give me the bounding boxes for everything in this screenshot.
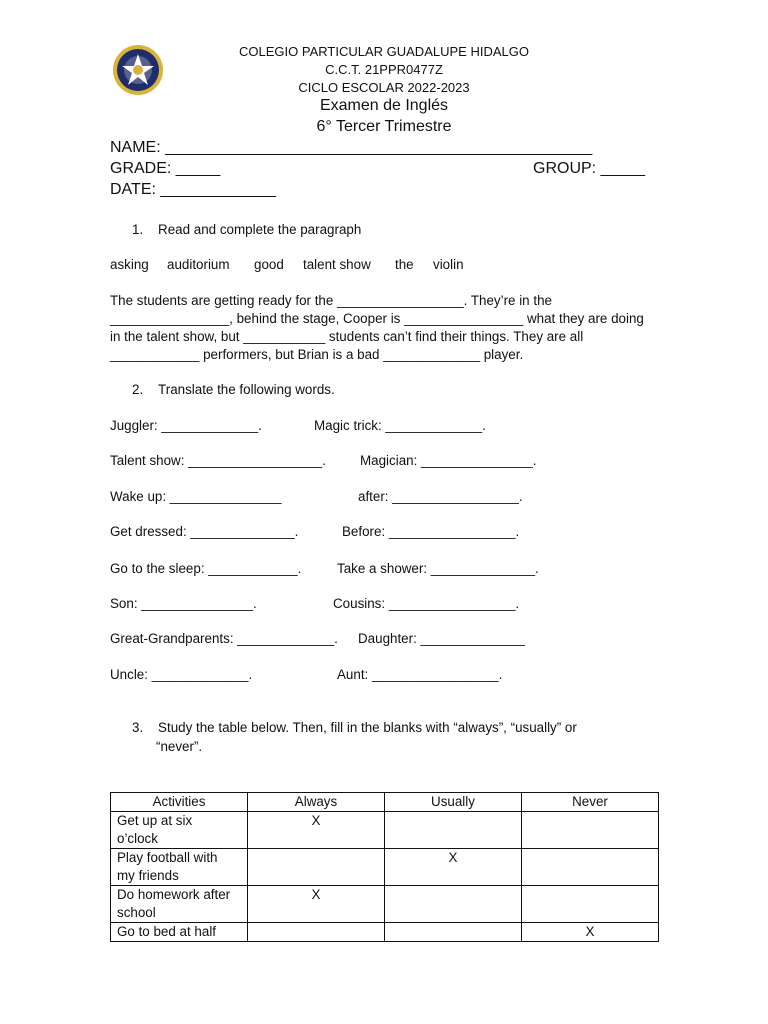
section3-title: 3. Study the table below. Then, fill in the blanks with “always”, “usually” or <box>132 720 577 735</box>
paragraph-line: The students are getting ready for the _________________. They’re in the <box>110 293 552 308</box>
word-bank-item: good <box>254 257 284 272</box>
always-cell[interactable]: X <box>248 812 385 849</box>
translate-item[interactable]: Son: _______________. <box>110 596 257 611</box>
always-cell[interactable] <box>248 849 385 886</box>
translate-item[interactable]: Aunt: _________________. <box>337 667 503 682</box>
word-bank-item: the <box>395 257 414 272</box>
translate-item[interactable]: Before: _________________. <box>342 524 520 539</box>
translate-item[interactable]: Uncle: _____________. <box>110 667 253 682</box>
activity-line: o’clock <box>117 831 158 846</box>
group-field[interactable]: GROUP: _____ <box>533 160 646 177</box>
activity-cell <box>111 849 248 886</box>
translate-item[interactable]: Great-Grandparents: _____________. <box>110 631 338 646</box>
paragraph-line: ________________, behind the stage, Cooper is ________________ what they are doing <box>110 311 644 326</box>
translate-item[interactable]: Wake up: _______________ <box>110 489 282 504</box>
grade-field[interactable]: GRADE: _____ <box>110 160 221 177</box>
paragraph-line: ____________ performers, but Brian is a bad _____________ player. <box>110 347 524 362</box>
activity-line: my friends <box>117 868 179 883</box>
section2-title: 2. Translate the following words. <box>132 382 335 397</box>
exam-title: Examen de Inglés <box>319 97 449 114</box>
table-row <box>111 923 659 942</box>
header-usually: Usually <box>385 793 522 812</box>
header-never: Never <box>522 793 659 812</box>
section3-title-cont: “never”. <box>156 739 203 754</box>
word-bank-item: auditorium <box>167 257 230 272</box>
usually-cell[interactable] <box>385 886 522 923</box>
activity-line: Do homework after <box>117 887 231 902</box>
table-row <box>111 886 659 923</box>
date-field[interactable]: DATE: _____________ <box>110 181 277 198</box>
activity-cell <box>111 923 248 942</box>
translate-item[interactable]: Talent show: __________________. <box>110 453 326 468</box>
always-cell[interactable] <box>248 923 385 942</box>
exam-term: 6° Tercer Trimestre <box>316 118 452 135</box>
school-cct: C.C.T. 21PPR0477Z <box>325 62 443 77</box>
table-header-row <box>111 793 659 812</box>
translate-item[interactable]: Juggler: _____________. <box>110 418 262 433</box>
activity-cell <box>111 886 248 923</box>
activity-line: Play football with <box>117 850 218 865</box>
translate-item[interactable]: Take a shower: ______________. <box>337 561 539 576</box>
translate-item[interactable]: after: _________________. <box>358 489 523 504</box>
translate-item[interactable]: Go to the sleep: ____________. <box>110 561 302 576</box>
table-row <box>111 849 659 886</box>
never-cell[interactable]: X <box>522 923 659 942</box>
school-cycle: CICLO ESCOLAR 2022-2023 <box>298 80 470 95</box>
section1-title: 1. Read and complete the paragraph <box>132 222 362 237</box>
translate-item[interactable]: Magician: _______________. <box>360 453 537 468</box>
table-row <box>111 812 659 849</box>
header-activities: Activities <box>111 793 248 812</box>
word-bank-item: asking <box>110 257 149 272</box>
school-name: COLEGIO PARTICULAR GUADALUPE HIDALGO <box>239 44 529 59</box>
never-cell[interactable] <box>522 849 659 886</box>
activity-line: school <box>117 905 156 920</box>
word-bank-item: violin <box>433 257 464 272</box>
name-field[interactable]: NAME: ________________________________________________ <box>110 139 593 156</box>
translate-item[interactable]: Magic trick: _____________. <box>314 418 486 433</box>
paragraph-line: in the talent show, but ___________ students can’t find their things. They are all <box>110 329 584 344</box>
never-cell[interactable] <box>522 812 659 849</box>
activity-line: Get up at six <box>117 813 193 828</box>
always-cell[interactable]: X <box>248 886 385 923</box>
word-bank-item: talent show <box>303 257 371 272</box>
activities-table <box>110 792 659 942</box>
translate-item[interactable]: Get dressed: ______________. <box>110 524 299 539</box>
usually-cell[interactable]: X <box>385 849 522 886</box>
fill-in-paragraph <box>110 292 658 364</box>
activity-cell <box>111 812 248 849</box>
header-always: Always <box>248 793 385 812</box>
usually-cell[interactable] <box>385 923 522 942</box>
translate-item[interactable]: Cousins: _________________. <box>333 596 520 611</box>
activity-line: Go to bed at half <box>117 924 217 939</box>
translate-item[interactable]: Daughter: ______________ <box>358 631 525 646</box>
never-cell[interactable] <box>522 886 659 923</box>
usually-cell[interactable] <box>385 812 522 849</box>
